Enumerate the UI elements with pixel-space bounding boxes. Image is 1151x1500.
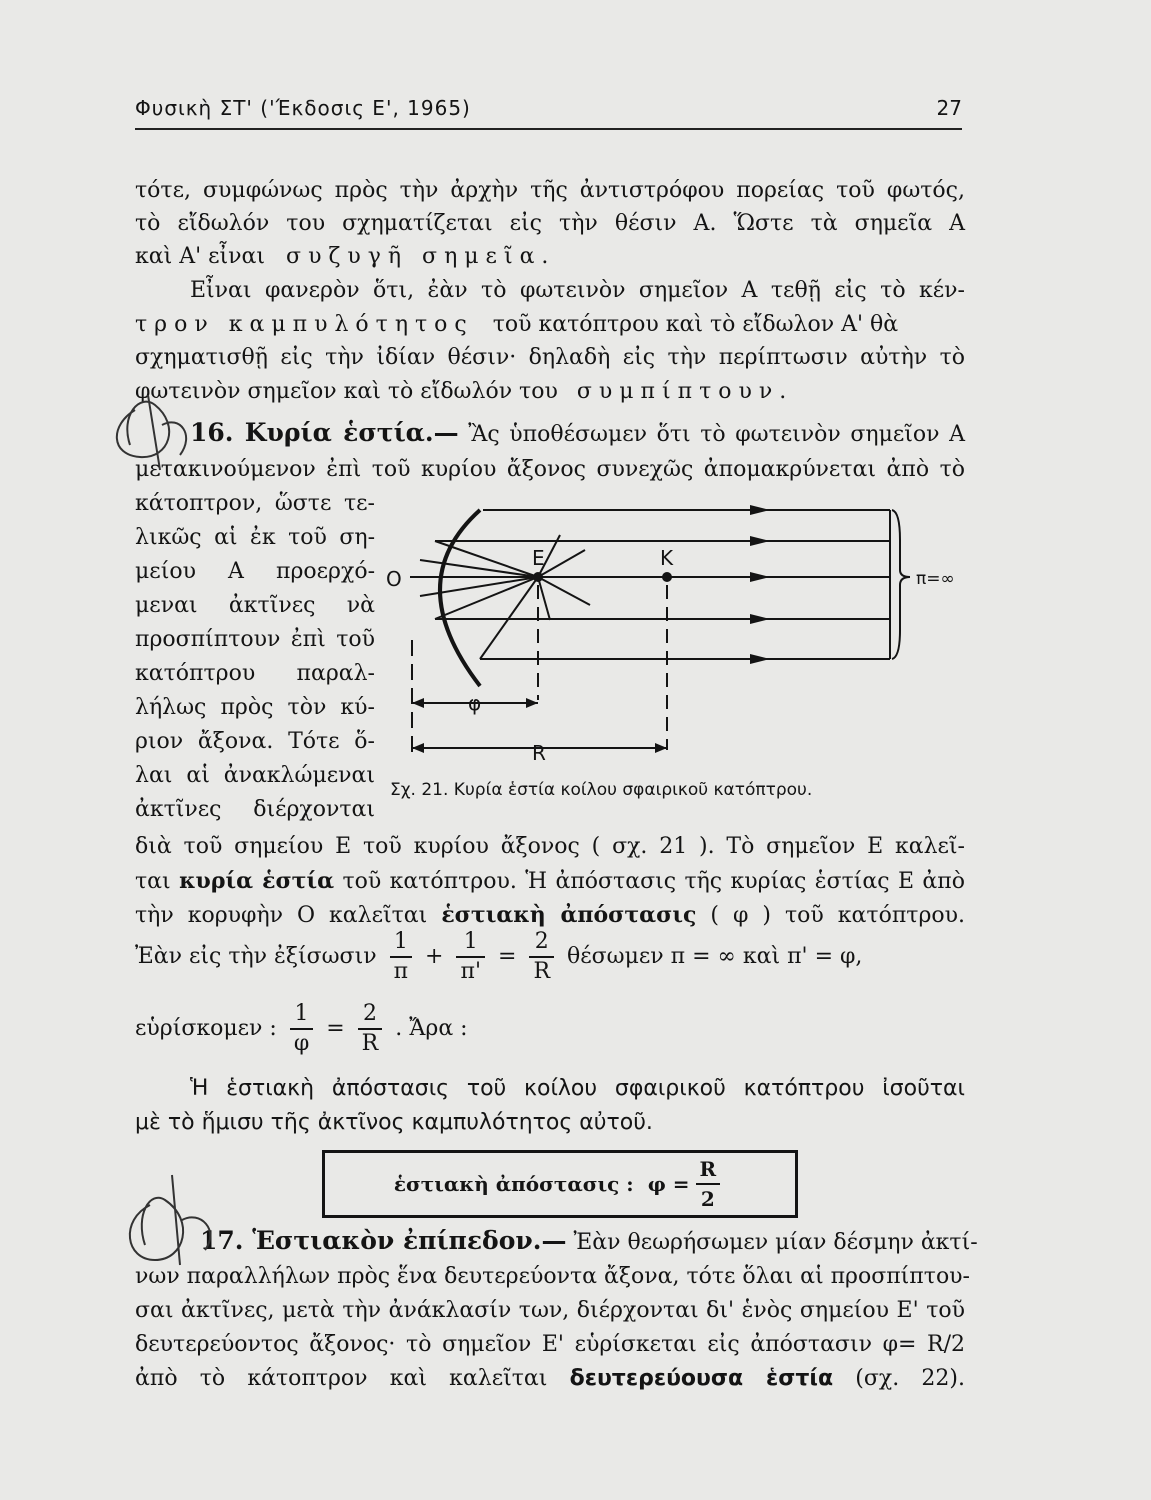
- page-number: 27: [936, 96, 962, 120]
- equation-line: [135, 928, 965, 986]
- fraction: [358, 1000, 383, 1058]
- text-line: [135, 310, 965, 340]
- label-phi: φ: [468, 691, 482, 715]
- column-line: λικῶς αἱ ἐκ τοῦ ση-: [135, 525, 375, 550]
- column-line: λαι αἱ ἀνακλώμεναι: [135, 763, 375, 788]
- text-span: τοῦ κατόπτρου καὶ τὸ εἴδωλον Α' θὰ: [492, 312, 899, 337]
- section-16-heading: 16. Κυρία ἑστία.—: [190, 418, 459, 447]
- text-span: εὑρίσκομεν :: [135, 1016, 277, 1041]
- numerator: 1: [290, 1000, 313, 1030]
- text-line: διὰ τοῦ σημείου Ε τοῦ κυρίου ἄξονος ( σχ. 21 ). Τὸ σημεῖον Ε καλεῖ-: [135, 834, 965, 859]
- fraction: [696, 1155, 721, 1213]
- column-line: μείου Α προερχό-: [135, 559, 375, 584]
- text-span: Ἂς ὑποθέσωμεν ὅτι τὸ φωτεινὸν σημεῖον Α: [468, 422, 966, 447]
- spaced-text: τρον καμπυλότητος: [135, 312, 474, 337]
- text-line: σχηματισθῇ εἰς τὴν ἰδίαν θέσιν· δηλαδὴ εἰς τὴν περίπτωσιν αὐτὴν τὸ: [135, 345, 965, 370]
- box-label: ἑστιακὴ ἀπόστασις :: [393, 1172, 634, 1196]
- box-phi: φ =: [647, 1172, 690, 1196]
- denominator: 2: [700, 1187, 715, 1211]
- reflected-ray: [538, 577, 590, 605]
- text-line: μετακινούμενον ἐπὶ τοῦ κυρίου ἄξονος συνεχῶς ἀπομακρύνεται ἀπὸ τὸ: [135, 457, 965, 482]
- running-header: [135, 96, 962, 128]
- spaced-text: συμπίπτουν.: [576, 379, 794, 404]
- numerator: 2: [358, 1000, 383, 1030]
- denominator: R: [361, 1031, 379, 1056]
- reflected-ray: [420, 577, 538, 596]
- text-line: σαι ἀκτῖνες, μετὰ τὴν ἀνάκλασίν των, διέρχονται δι' ἑνὸς σημείου Ε' τοῦ: [135, 1298, 965, 1323]
- label-k: K: [660, 546, 674, 570]
- text-span: Ἐὰν θεωρήσωμεν μίαν δέσμην ἀκτί-: [573, 1230, 978, 1255]
- column-line: κάτοπτρον, ὥστε τε-: [135, 491, 375, 516]
- label-infinity: π=∞: [916, 569, 955, 589]
- header-rule: [135, 128, 962, 130]
- arrowhead: [750, 536, 770, 546]
- fraction: [529, 928, 554, 986]
- pencil-scribble: [100, 385, 210, 475]
- text-span: ται: [135, 869, 171, 894]
- arrowhead: [750, 572, 770, 582]
- reflected-ray: [435, 541, 538, 577]
- label-r: R: [532, 741, 546, 765]
- operator: =: [498, 944, 517, 969]
- arrowhead: [655, 743, 667, 753]
- pencil-scribble: [110, 1165, 230, 1275]
- text-span: (σχ. 22).: [855, 1366, 965, 1391]
- formula-box: [322, 1150, 798, 1218]
- concave-mirror: [440, 510, 480, 686]
- arrowhead: [412, 743, 424, 753]
- numerator: 2: [529, 928, 554, 958]
- equation-line: [135, 1000, 965, 1058]
- bold-term: κυρία ἑστία: [179, 868, 335, 894]
- text-line: [135, 242, 965, 272]
- numerator: 1: [456, 928, 485, 958]
- fraction: [456, 928, 485, 986]
- spaced-text: συζυγῆ σημεῖα.: [286, 244, 556, 269]
- center-point: [662, 572, 672, 582]
- column-line: ἀκτῖνες διέρχονται: [135, 797, 375, 822]
- text-span: τὴν κορυφὴν Ο καλεῖται: [135, 903, 428, 928]
- focus-point: [533, 572, 543, 582]
- column-line: προσπίπτουν ἐπὶ τοῦ: [135, 627, 375, 652]
- arrowhead: [526, 698, 538, 708]
- column-line: λήλως πρὸς τὸν κύ-: [135, 695, 375, 720]
- operator: =: [326, 1016, 345, 1041]
- text-line: [135, 1364, 965, 1394]
- label-e: E: [532, 546, 545, 570]
- text-span: θέσωμεν π = ∞ καὶ π' = φ,: [567, 944, 863, 969]
- rule-statement: Ἡ ἑστιακὴ ἀπόστασις τοῦ κοίλου σφαιρικοῦ κατόπτρου ἰσοῦται: [190, 1076, 965, 1101]
- text-line: Εἶναι φανερὸν ὅτι, ἐὰν τὸ φωτεινὸν σημεῖον Α τεθῇ εἰς τὸ κέν-: [190, 278, 965, 303]
- text-span: ἀπὸ τὸ κάτοπτρον καὶ καλεῖται: [135, 1366, 548, 1391]
- text-span: καὶ Α' εἶναι: [135, 244, 266, 269]
- arrowhead: [412, 698, 424, 708]
- denominator: φ: [293, 1031, 310, 1056]
- figure-caption: Σχ. 21. Κυρία ἑστία κοίλου σφαιρικοῦ κατόπτρου.: [390, 780, 813, 800]
- text-line: [135, 900, 965, 931]
- arrowhead: [750, 505, 770, 515]
- bold-term: δευτερεύουσα ἑστία: [569, 1366, 834, 1391]
- denominator: π': [460, 959, 481, 984]
- text-line: τότε, συμφώνως πρὸς τὴν ἀρχὴν τῆς ἀντιστρόφου πορείας τοῦ φωτός,: [135, 178, 965, 203]
- reflected-ray: [420, 560, 538, 577]
- fraction: [290, 1000, 313, 1058]
- text-span: Ἐὰν εἰς τὴν ἐξίσωσιν: [135, 944, 377, 969]
- section-16-first-line: [190, 418, 965, 450]
- text-span: . Ἄρα :: [395, 1016, 468, 1041]
- denominator: π: [393, 959, 409, 984]
- text-line: [135, 866, 965, 897]
- text-span: τοῦ κατόπτρου. Ἡ ἀπόστασις τῆς κυρίας ἑστίας Ε ἀπὸ: [342, 869, 965, 894]
- arrowhead: [750, 614, 770, 624]
- column-line: ριον ἄξονα. Τότε ὅ-: [135, 729, 375, 754]
- text-span: ( φ ) τοῦ κατόπτρου.: [710, 903, 965, 928]
- brace: [892, 510, 910, 659]
- bold-term: ἑστιακὴ ἀπόστασις: [441, 902, 697, 928]
- arrowhead: [750, 654, 770, 664]
- rule-statement: μὲ τὸ ἥμισυ τῆς ἀκτῖνος καμπυλότητος αὐτοῦ.: [135, 1110, 653, 1135]
- column-line: μεναι ἀκτῖνες νὰ: [135, 593, 375, 618]
- section-17-heading: 17. Ἑστιακὸν ἐπίπεδον.—: [200, 1226, 567, 1255]
- text-span: φωτεινὸν σημεῖον καὶ τὸ εἴδωλόν του: [135, 379, 558, 404]
- fraction: [390, 928, 412, 986]
- numerator: R: [696, 1155, 721, 1185]
- column-line: κατόπτρου παραλ-: [135, 661, 375, 686]
- label-o: O: [386, 567, 402, 591]
- section-17-first-line: [200, 1226, 978, 1258]
- text-line: δευτερεύοντος ἄξονος· τὸ σημεῖον Ε' εὑρίσκεται εἰς ἀπόστασιν φ= R/2: [135, 1332, 965, 1357]
- header-title: Φυσικὴ ΣΤ' ('Έκδοσις Ε', 1965): [135, 96, 471, 120]
- denominator: R: [533, 959, 551, 984]
- operator: +: [425, 944, 444, 969]
- text-line: τὸ εἴδωλόν του σχηματίζεται εἰς τὴν θέσιν Α. Ὥστε τὰ σημεῖα Α: [135, 211, 965, 236]
- numerator: 1: [390, 928, 412, 958]
- text-line: νων παραλλήλων πρὸς ἕνα δευτερεύοντα ἄξονα, τότε ὅλαι αἱ προσπίπτου-: [135, 1264, 970, 1289]
- figure-21-diagram: [380, 490, 960, 775]
- wrapped-column: [135, 487, 375, 827]
- text-line: [135, 377, 965, 407]
